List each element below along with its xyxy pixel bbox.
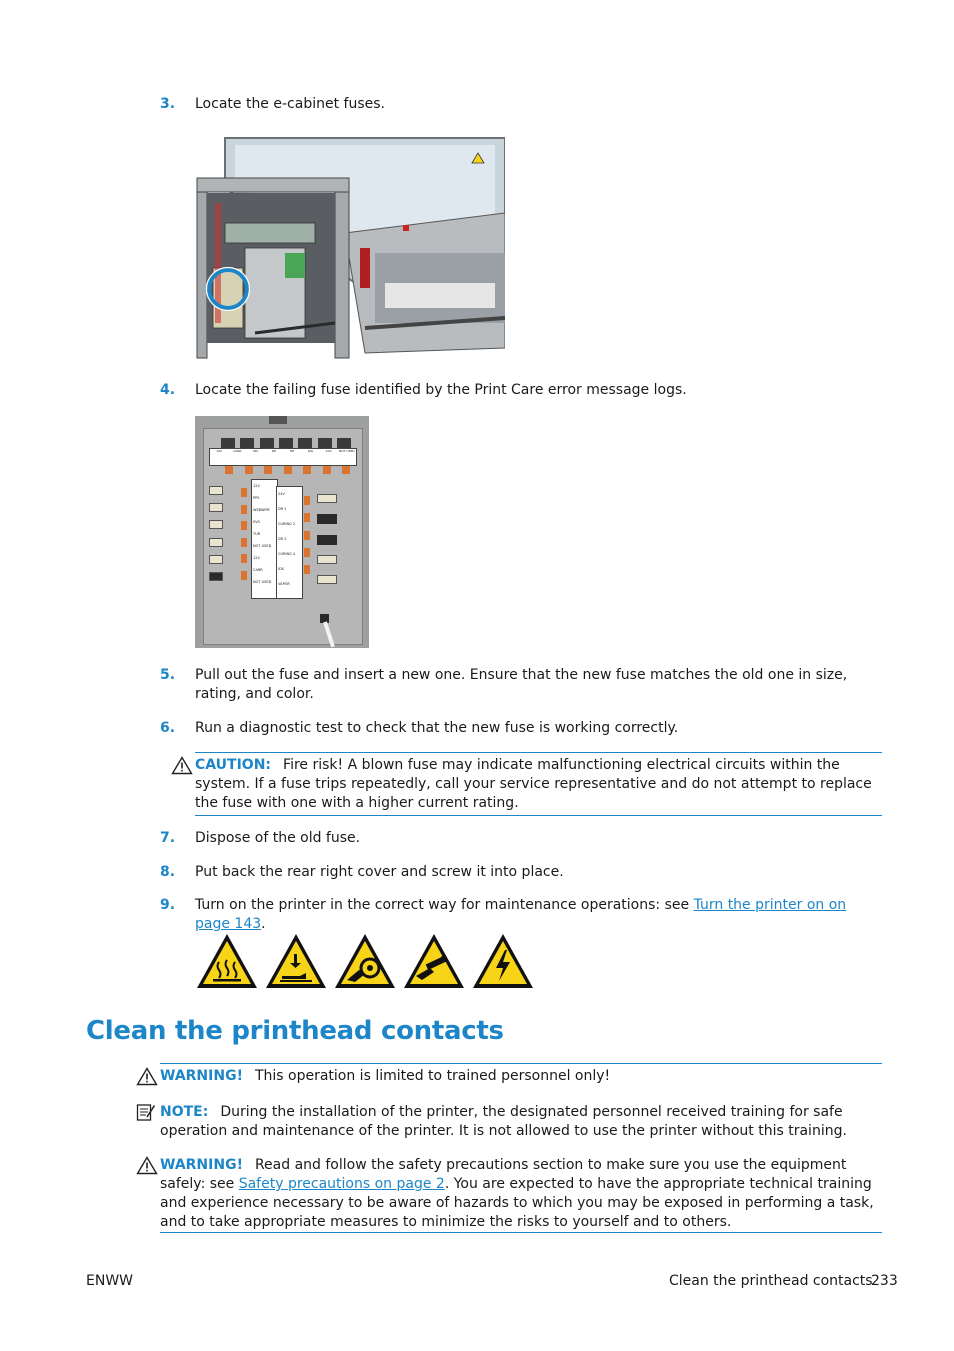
fuse-label: NOT USED	[339, 449, 355, 453]
step-text: Dispose of the old fuse.	[195, 830, 361, 846]
step-number: 5.	[160, 667, 176, 683]
step-text: Locate the e-cabinet fuses.	[195, 96, 385, 112]
step-text: Run a diagnostic test to check that the new fuse is working correctly.	[195, 720, 679, 736]
hazard-icons-row	[195, 932, 535, 992]
fuse-label: 24V	[278, 492, 285, 496]
hot-surface-hazard-icon	[195, 932, 259, 990]
fuse-label: DR 2	[278, 537, 287, 541]
warning-top-rule	[160, 1063, 882, 1064]
step-text-after: .	[261, 916, 266, 932]
warning-bottom-rule	[160, 1232, 882, 1233]
caution-top-rule	[195, 752, 882, 753]
turn-printer-on-link[interactable]: Turn the printer on on page 143	[195, 897, 847, 932]
warning-block	[160, 1067, 882, 1086]
printer-ecabinet-image	[195, 133, 505, 363]
step-number: 8.	[160, 864, 176, 880]
warning-triangle-icon	[136, 1156, 158, 1175]
step-text	[195, 896, 885, 934]
step-number: 7.	[160, 830, 176, 846]
fuse-label: 12V	[253, 556, 260, 560]
crush-hand-hazard-icon	[264, 932, 328, 990]
fuse-label-column-right	[276, 486, 303, 599]
caution-block	[195, 756, 885, 813]
warning-triangle-icon	[171, 756, 193, 775]
step-number: 9.	[160, 897, 176, 913]
note-block	[160, 1103, 882, 1141]
caution-bottom-rule	[195, 815, 882, 816]
fuse-label: DR 1	[278, 507, 287, 511]
safety-precautions-link[interactable]: Safety precautions on page 2	[238, 1176, 445, 1192]
warning-text-before: Read and follow the safety precautions section to make sure you use the equipment safely: see	[160, 1157, 847, 1192]
fuse-label: NOT USED	[253, 544, 272, 548]
electrical-hazard-icon	[471, 932, 535, 990]
fuse-label: RE	[271, 449, 276, 453]
fuse-label: CURING 4	[278, 552, 296, 556]
warning-label: WARNING!	[160, 1068, 243, 1084]
step-text: Put back the rear right cover and screw it into place.	[195, 864, 564, 880]
fuse-label: CURING 2	[278, 522, 296, 526]
step-text-before: Turn on the printer in the correct way for maintenance operations: see	[195, 897, 694, 913]
footer-left: ENWW	[86, 1273, 134, 1289]
fuse-label: IDS	[278, 567, 284, 571]
fuse-label: TUR	[253, 532, 261, 536]
moving-parts-hazard-icon	[402, 932, 466, 990]
fuse-label: NOT USED	[253, 580, 272, 584]
fuse-label: MP	[289, 449, 295, 453]
fuse-label: RIG	[307, 449, 314, 453]
warning-triangle-icon	[136, 1067, 158, 1086]
fuse-label: IRS	[253, 449, 259, 453]
section-title: Clean the printhead contacts	[86, 1016, 504, 1046]
fuse-label: PPS	[253, 496, 260, 500]
fuse-label: SVS	[253, 520, 260, 524]
fuse-panel-image	[195, 416, 369, 648]
step-number: 4.	[160, 382, 176, 398]
footer-section-title: Clean the printhead contacts	[669, 1273, 873, 1289]
fuse-label-column-left	[251, 479, 278, 599]
fuse-label: 12V	[253, 484, 260, 488]
fuse-label-strip	[209, 448, 357, 466]
fuse-label: 12V	[216, 449, 223, 453]
footer-page-number: 233	[871, 1273, 898, 1289]
fuse-label: CARR	[233, 449, 242, 453]
warning-block	[160, 1156, 882, 1232]
note-label: NOTE:	[160, 1104, 209, 1120]
step-text: Pull out the fuse and insert a new one. Ensure that the new fuse matches the old one in size, rating, and color.	[195, 667, 848, 702]
caution-text: Fire risk! A blown fuse may indicate malfunctioning electrical circuits within the system. If a fuse trips repeatedly, call your service representative and do not attempt to replace the fuse with one with a higher current rating.	[195, 757, 872, 811]
note-text: During the installation of the printer, the designated personnel received training for safe operation and maintenance of the printer. It is not allowed to use the printer without this training.	[160, 1104, 847, 1139]
step-number: 3.	[160, 96, 176, 112]
caution-label: CAUTION:	[195, 757, 272, 773]
fuse-label: CARR	[253, 568, 263, 572]
warning-label: WARNING!	[160, 1157, 243, 1173]
note-icon	[136, 1103, 156, 1122]
warning-text-after: . You are expected to have the appropriate technical training and experience necessary to be aware of hazards to which you may be exposed in performing a task, and to take appropriate measures to minimize the risks to yourself and to others.	[160, 1176, 874, 1230]
fuse-label: SAS	[325, 449, 332, 453]
fuse-label: WEBWIPE	[253, 508, 270, 512]
step-number: 6.	[160, 720, 176, 736]
fuse-label: VAPOR	[278, 582, 290, 586]
warning-text: This operation is limited to trained personnel only!	[254, 1068, 611, 1084]
entanglement-hazard-icon	[333, 932, 397, 990]
step-text: Locate the failing fuse identified by the Print Care error message logs.	[195, 382, 687, 398]
